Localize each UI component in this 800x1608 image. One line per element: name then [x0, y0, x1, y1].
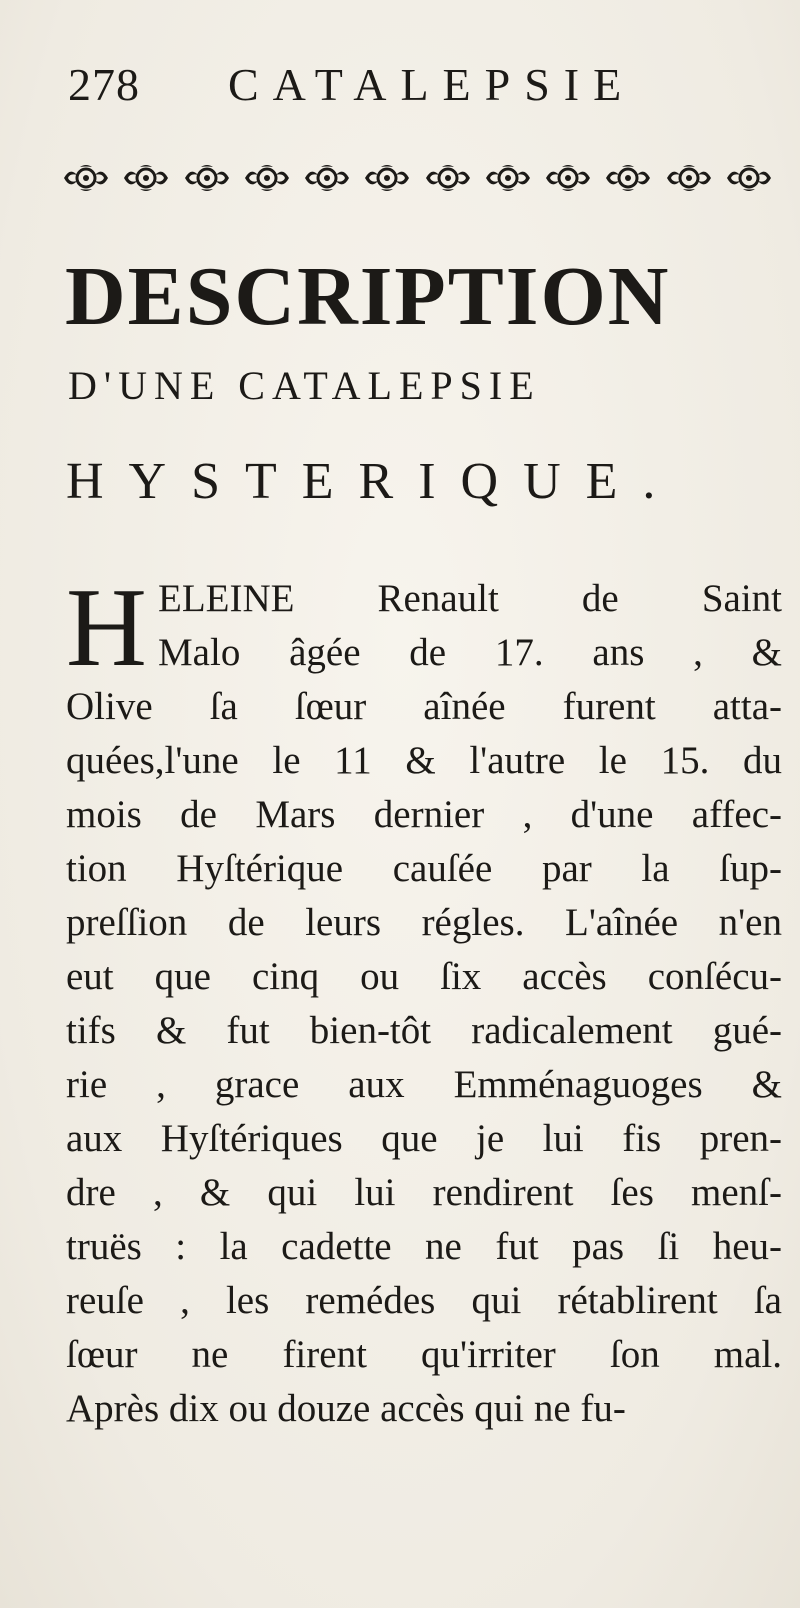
body-line: tifs & fut bien-tôt radicalement gué-	[66, 1009, 782, 1052]
body-line: ELEINE Renault de Saint	[158, 577, 782, 620]
floral-ornament-icon	[723, 163, 775, 193]
floral-ornament-icon	[602, 163, 654, 193]
running-head	[68, 58, 760, 118]
page-number: 278	[68, 59, 140, 110]
floral-ornament-icon	[542, 163, 594, 193]
drop-cap: H	[66, 566, 147, 690]
body-text	[66, 566, 782, 1436]
body-line: preſſion de leurs régles. L'aînée n'en	[66, 901, 782, 944]
floral-ornament-icon	[663, 163, 715, 193]
body-line: truës : la cadette ne fut pas ſi heu-	[66, 1225, 782, 1268]
floral-ornament-icon	[181, 163, 233, 193]
floral-ornament-icon	[361, 163, 413, 193]
body-line: ſœur ne firent qu'irriter ſon mal.	[66, 1333, 782, 1376]
body-line: Malo âgée de 17. ans , &	[158, 631, 782, 674]
ornament-band	[60, 160, 775, 196]
body-line: quées,l'une le 11 & l'autre le 15. du	[66, 739, 782, 782]
floral-ornament-icon	[60, 163, 112, 193]
body-line: Après dix ou douze accès qui ne fu-	[66, 1387, 626, 1430]
body-line: dre , & qui lui rendirent ſes menſ-	[66, 1171, 782, 1214]
body-line: Olive ſa ſœur aînée furent atta-	[66, 685, 782, 728]
floral-ornament-icon	[120, 163, 172, 193]
body-line: mois de Mars dernier , d'une affec-	[66, 793, 782, 836]
floral-ornament-icon	[241, 163, 293, 193]
title-sub: D'UNE CATALEPSIE	[68, 363, 541, 408]
running-title: CATALEPSIE	[228, 59, 636, 110]
body-line: tion Hyſtérique cauſée par la ſup-	[66, 847, 782, 890]
floral-ornament-icon	[301, 163, 353, 193]
title-main: DESCRIPTION	[65, 250, 671, 343]
floral-ornament-icon	[482, 163, 534, 193]
body-line: aux Hyſtériques que je lui fis pren-	[66, 1117, 782, 1160]
body-line: eut que cinq ou ſix accès conſécu-	[66, 955, 782, 998]
title-sub2: HYSTERIQUE.	[66, 453, 681, 510]
floral-ornament-icon	[422, 163, 474, 193]
body-line: rie , grace aux Emménaguoges &	[66, 1063, 782, 1106]
body-line: reuſe , les remédes qui rétablirent ſa	[66, 1279, 782, 1322]
